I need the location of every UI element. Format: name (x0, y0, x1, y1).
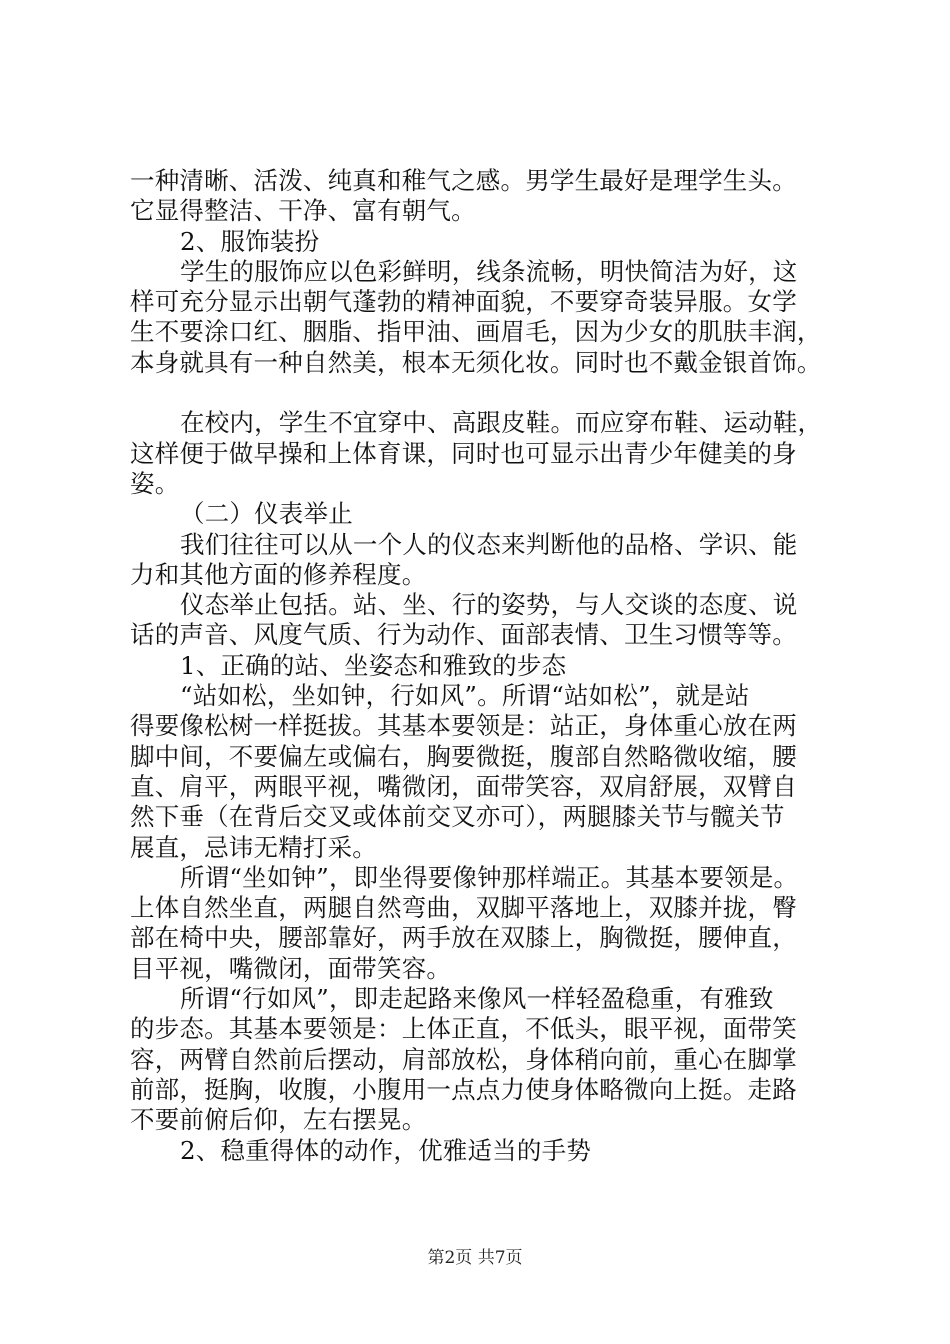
text-line: “站如松，坐如钟，行如风”。所谓“站如松”，就是站 (180, 681, 750, 711)
text-line: 样可充分显示出朝气蓬勃的精神面貌，不要穿奇装异服。女学 (130, 287, 797, 317)
text-line: 姿。 (130, 468, 180, 498)
text-line: 所谓“行如风”，即走起路来像风一样轻盈稳重，有雅致 (180, 984, 774, 1014)
text-line: 一种清晰、活泼、纯真和稚气之感。男学生最好是理学生头。 (130, 166, 797, 195)
text-line: 的步态。其基本要领是：上体正直，不低头，眼平视，面带笑 (130, 1014, 797, 1044)
text-line: 容，两臂自然前后摆动，肩部放松，身体稍向前，重心在脚掌 (130, 1044, 797, 1074)
text-line: 2、服饰装扮 (180, 226, 320, 256)
text-line: 这样便于做早操和上体育课，同时也可显示出青少年健美的身 (130, 438, 797, 468)
text-line: 部在椅中央，腰部靠好，两手放在双膝上，胸微挺，腰伸直， (130, 923, 797, 953)
document-body (130, 166, 830, 1166)
text-line: 直、肩平，两眼平视，嘴微闭，面带笑容，双肩舒展，双臂自 (130, 771, 797, 801)
text-line: 脚中间，不要偏左或偏右，胸要微挺，腹部自然略微收缩，腰 (130, 741, 797, 771)
text-line: 它显得整洁、干净、富有朝气。 (130, 196, 476, 226)
text-line: 力和其他方面的修养程度。 (130, 559, 427, 589)
text-line: 不要前俯后仰，左右摆晃。 (130, 1105, 427, 1135)
text-line: 前部，挺胸，收腹，小腹用一点点力使身体略微向上挺。走路 (130, 1074, 797, 1104)
text-line: 得要像松树一样挺拔。其基本要领是：站正，身体重心放在两 (130, 711, 797, 741)
text-line: 仪态举止包括。站、坐、行的姿势，与人交谈的态度、说 (180, 590, 798, 620)
text-line: 学生的服饰应以色彩鲜明，线条流畅，明快简洁为好，这 (180, 256, 798, 286)
text-line: 展直，忌讳无精打采。 (130, 832, 377, 862)
text-line: 目平视，嘴微闭，面带笑容。 (130, 953, 452, 983)
text-line: 我们往往可以从一个人的仪态来判断他的品格、学识、能 (180, 529, 798, 559)
text-line: 2、稳重得体的动作，优雅适当的手势 (180, 1135, 591, 1165)
text-line: 本身就具有一种自然美，根本无须化妆。同时也不戴金银首饰。 (130, 347, 822, 377)
text-line: （二）仪表举止 (180, 499, 353, 529)
text-line: 1、正确的站、坐姿态和雅致的步态 (180, 650, 567, 680)
text-line: 上体自然坐直，两腿自然弯曲，双脚平落地上，双膝并拢，臀 (130, 893, 797, 923)
text-line: 所谓“坐如钟”，即坐得要像钟那样端正。其基本要领是。 (180, 862, 799, 892)
blank-line (130, 378, 830, 408)
text-line: 在校内，学生不宜穿中、高跟皮鞋。而应穿布鞋、运动鞋， (180, 408, 823, 438)
text-line: 话的声音、风度气质、行为动作、面部表情、卫生习惯等等。 (130, 620, 797, 650)
text-line: 然下垂（在背后交叉或体前交叉亦可），两腿膝关节与髋关节 (130, 802, 785, 832)
text-line: 生不要涂口红、胭脂、指甲油、画眉毛，因为少女的肌肤丰润， (130, 317, 822, 347)
page-footer: 第2页 共7页 (427, 1248, 523, 1268)
